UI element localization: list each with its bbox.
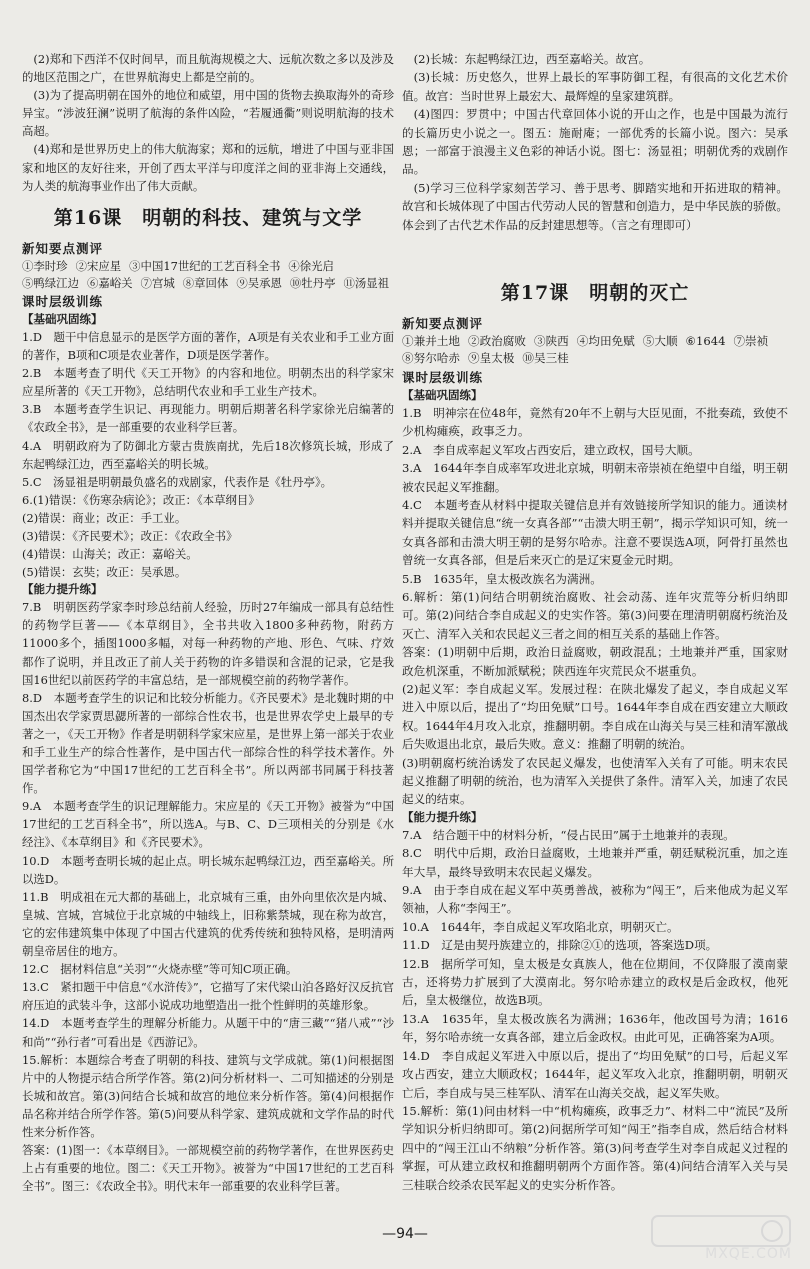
lesson16-key-points: [22, 258, 394, 292]
key-point-item: ⑪汤显祖: [343, 275, 390, 290]
key-point-item: ③陕西: [533, 334, 569, 349]
answer-item: (2)起义军：李自成起义军。发展过程：在陕北爆发了起义，李自成起义军进入中原以后，提出了“均田免赋”口号。1644年李自成在西安建立大顺政权。1644年4月攻入北京，推翻明朝。李自成在山海关与吴三桂和清军激战后失败退出北京，最后失败。意义：推翻了明朝的统治。: [402, 681, 788, 752]
answer-item: 6.(1)错误：《伤寒杂病论》；改正：《本草纲目》: [22, 492, 260, 507]
answer-item: 5.B 1635年，皇太极改族名为满洲。: [402, 571, 602, 586]
answer-item: 13.A 1635年，皇太极改族名为满洲；1636年，他改国号为清；1616年，努尔哈赤统一女真各部，建立后金政权。由此可见，正确答案为A项。: [402, 1011, 788, 1045]
answer-item: 14.D 李自成起义军进入中原以后，提出了“均田免赋”的口号，后起义军攻占西安，建立大顺政权；1644年，起义军攻入北京，推翻明朝，明朝灭亡后，李自成与吴三桂军队、清军在山海关交战，起义军失败。: [402, 1048, 788, 1100]
lesson17-key-points: [402, 333, 788, 368]
answer-item: 15.解析：本题综合考查了明朝的科技、建筑与文学成就。第(1)问根据图片中的人物提示结合所学作答。第(2)问分析材料一、二可知描述的分别是长城和故宫。第(3)问结合长城和故宫的地位来分析作答。第(4)问根据作品名称并结合所学作答。第(5)问要从科学家、建筑成就和文学作品的时代性来分析作答。: [22, 1052, 394, 1139]
key-point-item: ①兼并土地: [402, 334, 460, 349]
answer-item: 8.D 本题考查学生的识记和比较分析能力。《齐民要术》是北魏时期的中国杰出农学家贾思勰所著的一部综合性农书，也是世界农学史上最早的专著之一，《天工开物》作者是明朝科学家宋应星，是世界上第一部关于农业和手工业生产的综合性著作，是中国古代一部综合性的科学技术著作。外国学者称它为“中国17世纪的工艺百科全书”。所以两部书同属于科技著作。: [22, 690, 394, 796]
right-intro: [402, 50, 788, 234]
answer-item: 3.A 1644年李自成率军攻进北京城，明朝末帝崇祯在绝望中自缢，明王朝被农民起义军推翻。: [402, 461, 788, 494]
answer-item: 13.C 紧扣题干中信息“《水浒传》”，它描写了宋代梁山泊各路好汉反抗官府压迫的武装斗争，这部小说成功地塑造出一批个性鲜明的英雄形象。: [22, 980, 394, 1013]
lesson17-basic-head: 【基础巩固练】: [402, 387, 483, 402]
key-point-item: ⑧努尔哈赤: [402, 351, 460, 366]
answer-paragraph: (4)郑和是世界历史上的伟大航海家；郑和的远航，增进了中国与亚非国家和地区的友好往来，开创了西太平洋与印度洋之间的亚非海上交通线，为人类的航海事业作出了伟大贡献。: [22, 142, 394, 193]
answer-item: 2.B 本题考查了明代《天工开物》的内容和地位。明朝杰出的科学家宋应星所著的《天工开物》，总结明代农业和手工业生产技术。: [22, 366, 394, 399]
answer-item: 11.B 明成祖在元大都的基础上，北京城有三重，由外向里依次是内城、皇城、宫城，宫城位于北京城的中轴线上，旧称紫禁城，现在称为故宫，它的宏伟建筑集中体现了中国古代建筑的优秀传统和独特风格，是明清两朝皇帝居住的地方。: [22, 889, 394, 959]
answer-item: 9.A 由于李自成在起义军中英勇善战，被称为“闯王”，后来他成为起义军领袖，人称“李闯王”。: [402, 883, 788, 916]
key-point-item: ④徐光启: [288, 258, 334, 273]
answer-paragraph: (2)长城：东起鸭绿江边，西至嘉峪关。故宫。: [413, 52, 651, 66]
key-point-item: ②政治腐败: [467, 334, 526, 349]
answer-item: 7.A 结合题干中的材料分析，“侵占民田”属于土地兼并的表现。: [402, 827, 735, 842]
key-point-item: ①李时珍: [22, 258, 68, 273]
left-intro: [22, 50, 394, 195]
lesson17-kp-head: 新知要点测评: [402, 316, 484, 332]
answer-paragraph: (5)学习三位科学家刻苦学习、善于思考、脚踏实地和开拓进取的精神。故宫和长城体现了中国古代劳动人民的智慧和创造力，是中华民族的骄傲。体会到了古代艺术作品的反封建思想等。（言之有理即可）: [402, 180, 788, 232]
answer-item: 2.A 李自成率起义军攻占西安后，建立政权，国号大顺。: [402, 442, 700, 457]
key-point-item: ⑧章回体: [182, 275, 229, 290]
lesson17-training-head: 课时层级训练: [402, 369, 484, 385]
answer-item: 14.D 本题考查学生的理解分析能力。从题干中的“唐三藏”“猪八戒”“沙和尚”“孙行者”可看出是《西游记》。: [22, 1016, 394, 1049]
lesson17-basic-answers: [402, 404, 788, 809]
answer-item: 答案：(1)明朝中后期，政治日益腐败，朝政混乱；土地兼并严重，国家财政危机深重，不断加派赋税；陕西连年灾荒民众不堪重负。: [402, 645, 788, 678]
answer-item: 1.D 题干中信息显示的是医学方面的著作，A项是有关农业和手工业方面的著作，B项和C项是农业著作，D项是医学著作。: [22, 329, 394, 363]
lesson17-adv-answers: [402, 826, 788, 1194]
lesson16-adv-answers: [22, 598, 394, 1195]
answer-item: 6.解析：第(1)问结合明朝统治腐败、社会动荡、连年灾荒等分析归纳即可。第(2)问结合李自成起义的史实作答。第(3)问要在理清明朝腐朽统治及灭亡、清军入关和农民起义三者之间的相互关系的基础上作答。: [402, 589, 788, 641]
lesson17-title: 第17课 明朝的灭亡: [500, 282, 690, 305]
lesson16-title: 第16课 明朝的科技、建筑与文学: [53, 206, 363, 229]
left-column: [22, 50, 394, 1195]
lesson17-adv-head: 【能力提升练】: [402, 809, 483, 824]
answer-paragraph: (4)图四：罗贯中；中国古代章回体小说的开山之作，也是中国最为流行的长篇历史小说之一。图五：施耐庵；一部优秀的长篇小说。图六：吴承恩；一部富于浪漫主义色彩的神话小说。图七：汤显祖；明朝优秀的戏剧作品。: [402, 107, 788, 177]
answer-item: 答案：(1)图一：《本草纲目》。一部规模空前的药物学著作，在世界医药史上占有重要的地位。图二：《天工开物》。被誉为“中国17世纪的工艺百科全书”。图三：《农政全书》。明代末年一部重要的农业科学巨著。: [22, 1143, 394, 1194]
answer-item: 9.A 本题考查学生的识记理解能力。宋应星的《天工开物》被誉为“中国17世纪的工艺百科全书”，所以选A。与B、C、D三项相关的分别是《水经注》、《本草纲目》和《齐民要术》。: [22, 799, 394, 850]
right-column: [402, 50, 788, 1194]
lesson16-basic-answers: [22, 328, 394, 581]
key-point-item: ⑥1644: [685, 334, 726, 349]
key-point-item: ⑩牡丹亭: [289, 275, 336, 290]
watermark-text: MXQE.COM: [705, 1246, 792, 1262]
answer-item: 12.C 据材料信息“关羽”“火烧赤壁”等可知C项正确。: [22, 962, 298, 977]
answer-item: 3.B 本题考查学生识记、再现能力。明朝后期著名科学家徐光启编著的《农政全书》，是一部重要的农业科学巨著。: [22, 402, 394, 435]
answer-item: (3)错误：《齐民要术》；改正：《农政全书》: [22, 528, 238, 543]
key-point-item: ②宋应星: [75, 258, 122, 273]
answer-item: 8.C 明代中后期，政治日益腐败，土地兼并严重，朝廷赋税沉重，加之连年大旱，最终导致明末农民起义爆发。: [402, 846, 788, 879]
answer-item: 4.A 明朝政府为了防御北方蒙古贵族南扰，先后18次修筑长城，形成了东起鸭绿江边，西至嘉峪关的明长城。: [22, 438, 394, 471]
key-point-item: ⑥嘉峪关: [86, 275, 133, 290]
page-number: —94—: [382, 1226, 428, 1242]
answer-item: 10.A 1644年，李自成起义军攻陷北京，明朝灭亡。: [402, 919, 679, 934]
lesson16-adv-head: 【能力提升练】: [22, 582, 103, 597]
key-point-item: ⑨皇太极: [467, 351, 515, 366]
lesson16-kp-head: 新知要点测评: [22, 240, 104, 256]
answer-paragraph: (2)郑和下西洋不仅时间早，而且航海规模之大、远航次数之多以及涉及的地区范围之广，在世界航海史上都是空前的。: [22, 52, 394, 85]
answer-item: 4.C 本题考查从材料中提取关键信息并有效链接所学知识的能力。通读材料并提取关键信息“统一女真各部”“击溃大明王朝”，揭示学知识可知，统一女真各部和击溃大明王朝的是努尔哈赤。注意不要误选A项，阿骨打虽然也曾统一女真各部，但是后来灭亡的是辽宋夏金元时期。: [402, 497, 788, 568]
answer-paragraph: (3)长城：历史悠久，世界上最长的军事防御工程，有很高的文化艺术价值。故宫：当时世界上最宏大、最辉煌的皇家建筑群。: [402, 70, 788, 103]
answer-item: (2)错误：商业；改正：手工业。: [22, 510, 187, 525]
answer-item: 1.B 明神宗在位48年，竟然有20年不上朝与大臣见面，不批奏疏，致使不少机构瘫痪，政事乏力。: [402, 405, 788, 439]
key-point-item: ⑤大顺: [642, 334, 678, 349]
answer-item: 15.解析：第(1)问由材料一中“机构瘫痪，政事乏力”、材料二中“流民”及所学知识分析归纳即可。第(2)问据所学可知“闯王”指李自成，然后结合材料四中的“闯王江山不纳粮”分析作答。第(3)问考查学生对李自成起义过程的掌握，可从建立政权和推翻明朝两个方面作答。第(4)问结合清军入关与吴三桂联合绞杀农民军起义的史实分析作答。: [402, 1103, 788, 1192]
key-point-item: ⑦崇祯: [733, 334, 769, 349]
answer-item: 12.B 据所学可知，皇太极是女真族人，他在位期间，不仅降服了漠南蒙古，还将势力扩展到了大漠南北。努尔哈赤建立的政权是后金政权，他死后，皇太极继位，故选B项。: [402, 956, 788, 1008]
lesson16-basic-head: 【基础巩固练】: [22, 311, 103, 326]
answer-item: (3)明朝腐朽统治诱发了农民起义爆发，也使清军入关有了可能。明末农民起义推翻了明朝的统治，也为清军入关提供了条件。清军入关，加速了农民起义的结束。: [402, 755, 788, 807]
answer-item: 10.D 本题考查明长城的起止点。明长城东起鸭绿江边，西至嘉峪关。所以选D。: [22, 853, 394, 886]
key-point-item: ⑩吴三桂: [522, 351, 569, 366]
answer-item: (5)错误：玄奘；改正：吴承恩。: [22, 565, 187, 580]
answer-item: (4)错误：山海关；改正：嘉峪关。: [22, 547, 198, 562]
key-point-item: ⑦宫城: [140, 275, 175, 290]
key-point-item: ⑨吴承恩: [236, 275, 282, 290]
answer-item: 5.C 汤显祖是明朝最负盛名的戏剧家，代表作是《牡丹亭》。: [22, 474, 333, 489]
key-point-item: ⑤鸭绿江边: [22, 275, 79, 290]
key-point-item: ④均田免赋: [576, 334, 635, 349]
answer-paragraph: (3)为了提高明朝在国外的地位和威望，用中国的货物去换取海外的奇珍异宝。“涉波狂澜”说明了航海的条件凶险，“若履通衢”则说明航海的技术高超。: [22, 88, 394, 139]
answer-item: 11.D 辽是由契丹族建立的，排除②①的选项，答案选D项。: [402, 938, 718, 953]
lesson16-training-head: 课时层级训练: [22, 293, 104, 309]
answer-item: 7.B 明朝医药学家李时珍总结前人经验，历时27年编成一部具有总结性的药物学巨著——《本草纲目》，全书共收入1800多种药物，附药方11000多个，插图1000多幅，对每一种药物的产地、形色、气味、疗效都作了说明，并且改正了前人关于药物的许多错误和含混的记录，它是我国16世纪以前医药学的丰富总结，是一部规模空前的药物学著作。: [22, 600, 394, 687]
key-point-item: ③中国17世纪的工艺百科全书: [129, 258, 281, 273]
